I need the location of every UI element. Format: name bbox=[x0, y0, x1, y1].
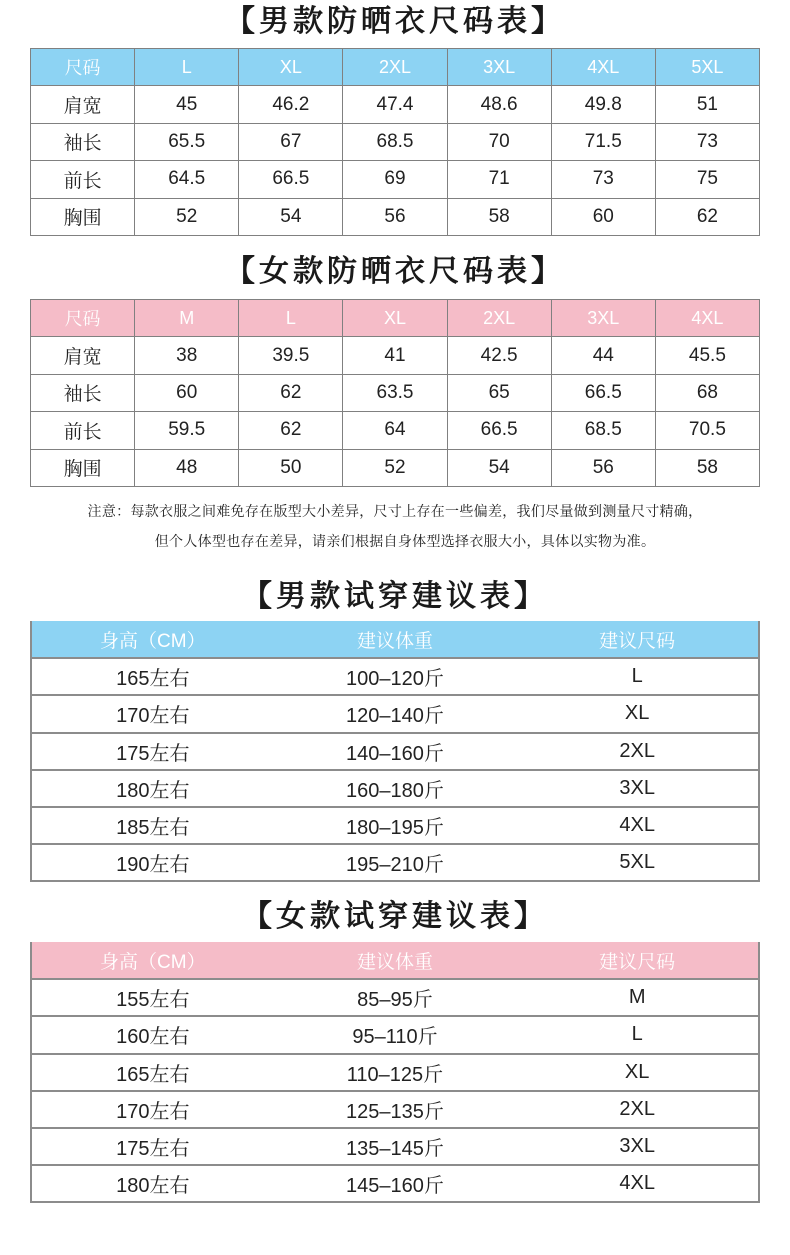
table-row bbox=[31, 337, 760, 374]
table-row bbox=[31, 86, 760, 123]
header-cell: 4XL bbox=[551, 49, 655, 86]
men-fit-chart-title: 【男款试穿建议表】 bbox=[242, 579, 548, 614]
table-row bbox=[31, 1016, 759, 1053]
table-cell: L bbox=[516, 658, 759, 695]
table-cell: 59.5 bbox=[135, 412, 239, 449]
table-row bbox=[31, 1054, 759, 1091]
header-cell: 3XL bbox=[551, 300, 655, 337]
table-row bbox=[31, 374, 760, 411]
table-cell: 65.5 bbox=[135, 123, 239, 160]
table-cell: 180左右 bbox=[31, 1165, 274, 1202]
table-cell: 60 bbox=[551, 198, 655, 235]
table-cell: 62 bbox=[655, 198, 759, 235]
table-cell: 68 bbox=[655, 374, 759, 411]
table-cell: 56 bbox=[343, 198, 447, 235]
header-cell: L bbox=[135, 49, 239, 86]
table-cell: 195–210斤 bbox=[274, 844, 517, 881]
table-cell: 63.5 bbox=[343, 374, 447, 411]
table-cell: 56 bbox=[551, 449, 655, 486]
table-cell: 165左右 bbox=[31, 1054, 274, 1091]
table-cell: 45 bbox=[135, 86, 239, 123]
table-cell: 52 bbox=[343, 449, 447, 486]
row-label: 肩宽 bbox=[31, 337, 135, 374]
note-line-2: 但个人体型也存在差异，请亲们根据自身体型选择衣服大小，具体以实物为准。 bbox=[154, 534, 656, 550]
table-cell: 65 bbox=[447, 374, 551, 411]
table-cell: 145–160斤 bbox=[274, 1165, 517, 1202]
header-cell: 建议尺码 bbox=[516, 621, 759, 658]
table-row bbox=[31, 198, 760, 235]
table-cell: 66.5 bbox=[447, 412, 551, 449]
table-cell: 44 bbox=[551, 337, 655, 374]
table-cell: 52 bbox=[135, 198, 239, 235]
table-cell: 45.5 bbox=[655, 337, 759, 374]
table-cell: 39.5 bbox=[239, 337, 343, 374]
header-cell: 2XL bbox=[447, 300, 551, 337]
table-cell: 190左右 bbox=[31, 844, 274, 881]
table-cell: 66.5 bbox=[551, 374, 655, 411]
men-fit-chart bbox=[30, 621, 760, 882]
table-cell: 46.2 bbox=[239, 86, 343, 123]
table-cell: 155左右 bbox=[31, 979, 274, 1016]
table-cell: 120–140斤 bbox=[274, 695, 517, 732]
table-cell: 73 bbox=[551, 161, 655, 198]
women-size-chart-title: 【女款防晒衣尺码表】 bbox=[225, 254, 565, 289]
women-size-header-row bbox=[31, 300, 760, 337]
women-fit-chart-title: 【女款试穿建议表】 bbox=[242, 899, 548, 934]
header-cell: XL bbox=[343, 300, 447, 337]
table-cell: 2XL bbox=[516, 1091, 759, 1128]
row-label: 胸围 bbox=[31, 449, 135, 486]
table-cell: 125–135斤 bbox=[274, 1091, 517, 1128]
table-cell: 68.5 bbox=[343, 123, 447, 160]
header-cell: L bbox=[239, 300, 343, 337]
table-cell: 175左右 bbox=[31, 733, 274, 770]
table-cell: 47.4 bbox=[343, 86, 447, 123]
table-cell: M bbox=[516, 979, 759, 1016]
row-label: 前长 bbox=[31, 161, 135, 198]
table-cell: 160左右 bbox=[31, 1016, 274, 1053]
table-cell: 170左右 bbox=[31, 1091, 274, 1128]
table-cell: 95–110斤 bbox=[274, 1016, 517, 1053]
header-cell: 2XL bbox=[343, 49, 447, 86]
header-cell: XL bbox=[239, 49, 343, 86]
table-row bbox=[31, 695, 759, 732]
table-cell: 58 bbox=[447, 198, 551, 235]
table-cell: 64 bbox=[343, 412, 447, 449]
table-cell: 185左右 bbox=[31, 807, 274, 844]
table-row bbox=[31, 658, 759, 695]
header-cell: 尺码 bbox=[31, 300, 135, 337]
table-cell: 3XL bbox=[516, 1128, 759, 1165]
table-cell: 62 bbox=[239, 374, 343, 411]
row-label: 袖长 bbox=[31, 123, 135, 160]
table-cell: 175左右 bbox=[31, 1128, 274, 1165]
table-row bbox=[31, 449, 760, 486]
table-cell: 2XL bbox=[516, 733, 759, 770]
table-cell: 100–120斤 bbox=[274, 658, 517, 695]
table-cell: 70.5 bbox=[655, 412, 759, 449]
table-row bbox=[31, 844, 759, 881]
table-cell: 71 bbox=[447, 161, 551, 198]
table-cell: 170左右 bbox=[31, 695, 274, 732]
table-row bbox=[31, 733, 759, 770]
table-cell: 160–180斤 bbox=[274, 770, 517, 807]
row-label: 前长 bbox=[31, 412, 135, 449]
women-fit-header-row bbox=[31, 942, 759, 979]
table-cell: 38 bbox=[135, 337, 239, 374]
table-cell: XL bbox=[516, 1054, 759, 1091]
header-cell: 尺码 bbox=[31, 49, 135, 86]
table-cell: 69 bbox=[343, 161, 447, 198]
header-cell: 3XL bbox=[447, 49, 551, 86]
row-label: 胸围 bbox=[31, 198, 135, 235]
table-cell: 60 bbox=[135, 374, 239, 411]
size-note bbox=[0, 497, 790, 557]
table-row bbox=[31, 979, 759, 1016]
note-line-1: 注意：每款衣服之间难免存在版型大小差异，尺寸上存在一些偏差，我们尽量做到测量尺寸精确， bbox=[87, 504, 703, 520]
men-size-chart-title: 【男款防晒衣尺码表】 bbox=[225, 4, 565, 39]
table-cell: 165左右 bbox=[31, 658, 274, 695]
table-row bbox=[31, 807, 759, 844]
table-cell: 50 bbox=[239, 449, 343, 486]
header-cell: 身高（CM） bbox=[31, 621, 274, 658]
table-row bbox=[31, 161, 760, 198]
header-cell: 4XL bbox=[655, 300, 759, 337]
table-cell: L bbox=[516, 1016, 759, 1053]
header-cell: 建议尺码 bbox=[516, 942, 759, 979]
header-cell: 建议体重 bbox=[274, 942, 517, 979]
table-cell: 71.5 bbox=[551, 123, 655, 160]
table-cell: 64.5 bbox=[135, 161, 239, 198]
table-cell: 4XL bbox=[516, 807, 759, 844]
table-cell: 42.5 bbox=[447, 337, 551, 374]
table-cell: 180–195斤 bbox=[274, 807, 517, 844]
header-cell: 建议体重 bbox=[274, 621, 517, 658]
table-cell: 49.8 bbox=[551, 86, 655, 123]
header-cell: 5XL bbox=[655, 49, 759, 86]
table-cell: 58 bbox=[655, 449, 759, 486]
table-cell: 5XL bbox=[516, 844, 759, 881]
men-fit-header-row bbox=[31, 621, 759, 658]
row-label: 袖长 bbox=[31, 374, 135, 411]
table-cell: 66.5 bbox=[239, 161, 343, 198]
table-cell: 180左右 bbox=[31, 770, 274, 807]
header-cell: 身高（CM） bbox=[31, 942, 274, 979]
table-cell: 140–160斤 bbox=[274, 733, 517, 770]
table-cell: 68.5 bbox=[551, 412, 655, 449]
table-cell: 54 bbox=[447, 449, 551, 486]
table-cell: 67 bbox=[239, 123, 343, 160]
table-row bbox=[31, 412, 760, 449]
table-cell: 48.6 bbox=[447, 86, 551, 123]
table-cell: 70 bbox=[447, 123, 551, 160]
table-row bbox=[31, 123, 760, 160]
table-cell: 48 bbox=[135, 449, 239, 486]
table-cell: 85–95斤 bbox=[274, 979, 517, 1016]
table-cell: 110–125斤 bbox=[274, 1054, 517, 1091]
men-size-header-row bbox=[31, 49, 760, 86]
men-size-chart bbox=[30, 48, 760, 236]
women-fit-chart bbox=[30, 942, 760, 1203]
table-cell: 51 bbox=[655, 86, 759, 123]
table-cell: 41 bbox=[343, 337, 447, 374]
women-size-chart bbox=[30, 299, 760, 487]
table-row bbox=[31, 1128, 759, 1165]
table-cell: 135–145斤 bbox=[274, 1128, 517, 1165]
table-cell: 3XL bbox=[516, 770, 759, 807]
table-cell: 73 bbox=[655, 123, 759, 160]
table-row bbox=[31, 770, 759, 807]
header-cell: M bbox=[135, 300, 239, 337]
row-label: 肩宽 bbox=[31, 86, 135, 123]
table-cell: 75 bbox=[655, 161, 759, 198]
table-cell: XL bbox=[516, 695, 759, 732]
table-cell: 4XL bbox=[516, 1165, 759, 1202]
table-cell: 54 bbox=[239, 198, 343, 235]
table-row bbox=[31, 1091, 759, 1128]
table-row bbox=[31, 1165, 759, 1202]
table-cell: 62 bbox=[239, 412, 343, 449]
